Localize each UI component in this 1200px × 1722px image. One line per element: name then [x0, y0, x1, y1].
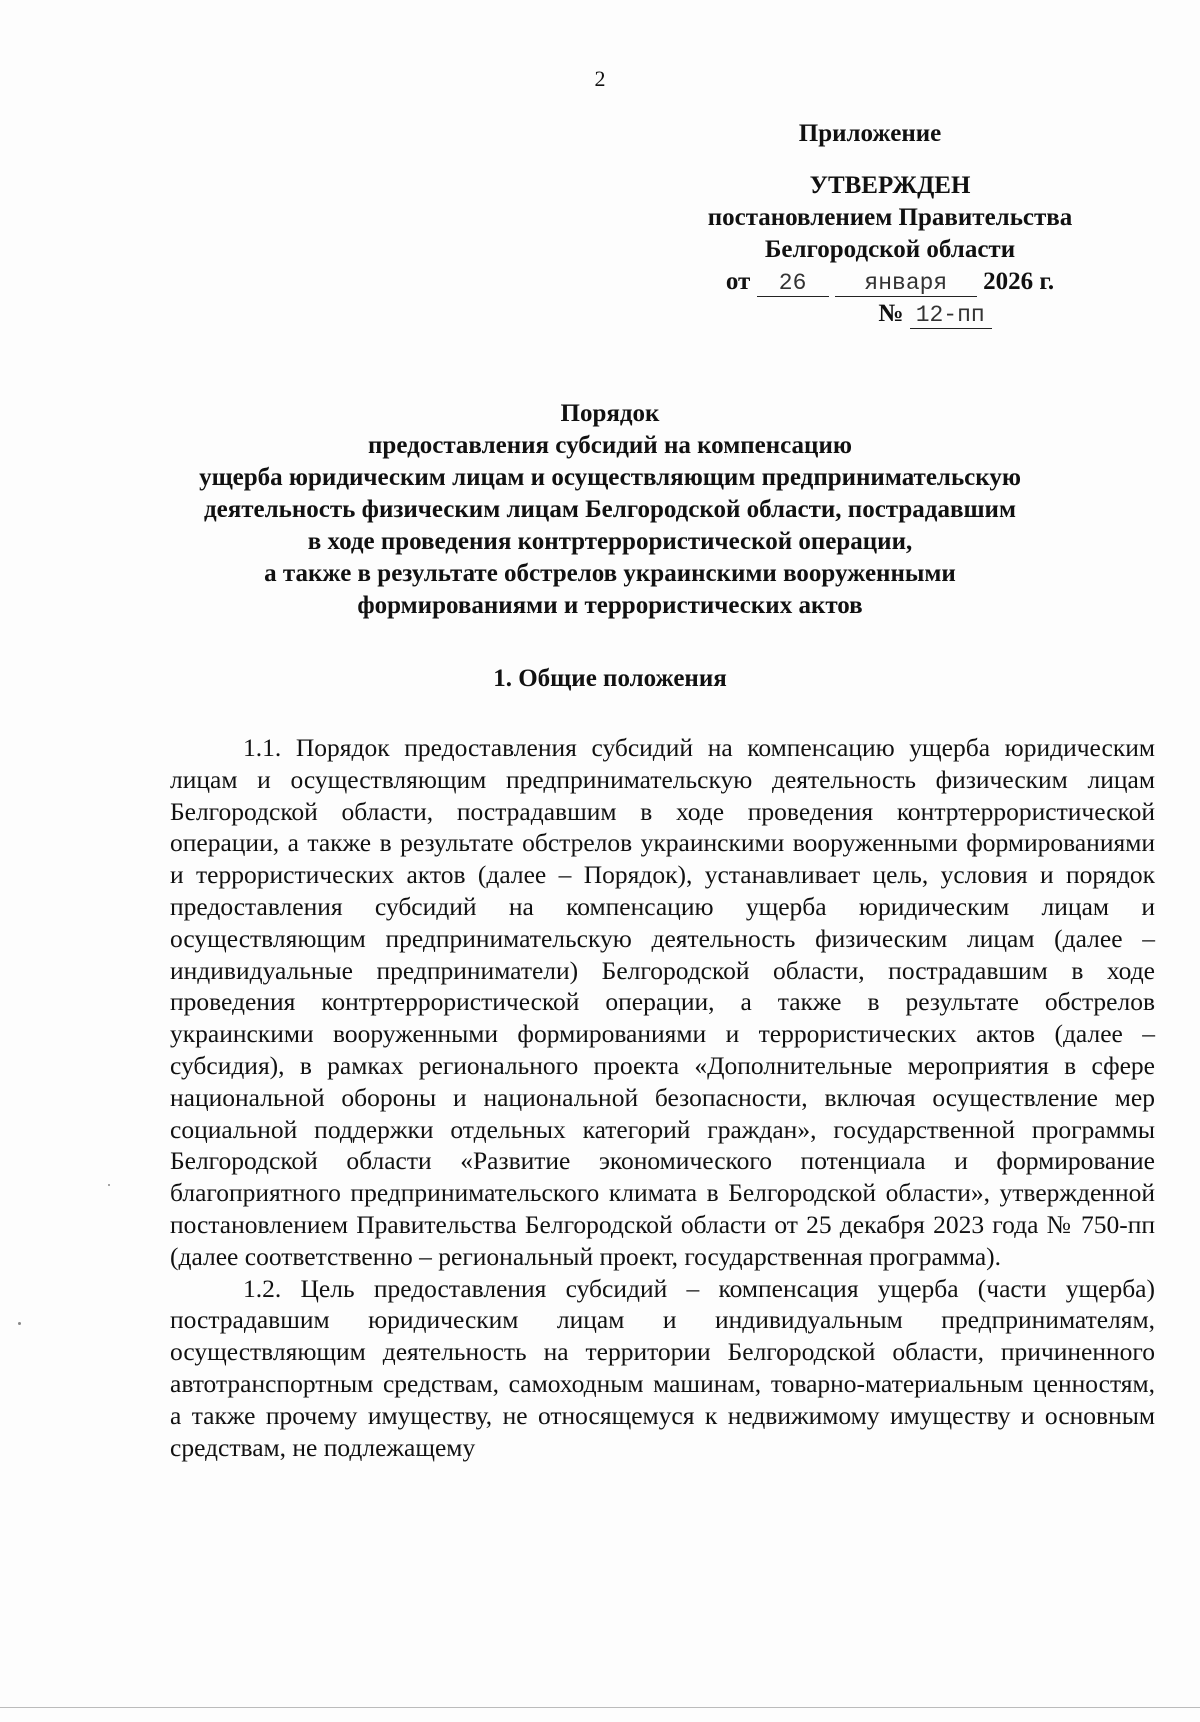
title-line: предоставления субсидий на компенсацию: [368, 432, 852, 459]
body-text: [170, 732, 1155, 1463]
approval-date-line: [640, 266, 1140, 298]
appendix-label: Приложение: [798, 120, 942, 147]
resolution-number: 12-пп: [910, 302, 992, 329]
scan-speck: [108, 1184, 110, 1186]
title-line: Порядок: [560, 400, 660, 427]
approval-number-line: [640, 298, 1140, 330]
number-prefix: №: [878, 300, 904, 327]
title-line: ущерба юридическим лицам и осуществляющим предпринимательскую: [199, 464, 1021, 491]
date-month: января: [835, 270, 977, 297]
date-year: 2026 г.: [983, 268, 1055, 295]
paragraph: 1.2. Цель предоставления субсидий – компенсация ущерба (части ущерба) пострадавшим юридическим лицам и индивидуальным предпринимателям, осуществляющим деятельность на территории Белгородской области, причиненного автотранспортным средствам, самоходным машинам, товарно-материальным ценностям, а также прочему имуществу, не относящемуся к недвижимому имуществу и основным средствам, не подлежащему: [170, 1273, 1155, 1462]
approved-label: УТВЕРЖДЕН: [809, 172, 971, 199]
document-title: [140, 398, 1080, 622]
approval-block: [640, 118, 1140, 330]
scan-edge-line: [0, 1707, 1200, 1708]
approved-by-line-2: Белгородской области: [764, 236, 1016, 263]
date-day: 26: [757, 270, 829, 297]
approved-by-line-1: постановлением Правительства: [707, 204, 1073, 231]
paragraph: 1.1. Порядок предоставления субсидий на компенсацию ущерба юридическим лицам и осуществляющим предпринимательскую деятельность физическим лицам Белгородской области, пострадавшим в ходе проведения контртеррористической операции, а также в результате обстрелов украинскими вооруженными формированиями и террористических актов (далее – Порядок), устанавливает цель, условия и порядок предоставления субсидий на компенсацию ущерба юридическим лицам и осуществляющим предпринимательскую деятельность физическим лицам (далее – индивидуальные предприниматели) Белгородской области, пострадавшим в ходе проведения контртеррористической операции, а также в результате обстрелов украинскими вооруженными формированиями и террористических актов (далее – субсидия), в рамках регионального проекта «Дополнительные мероприятия в сфере национальной обороны и национальной безопасности, включая осуществление мер социальной поддержки отдельных категорий граждан», государственной программы Белгородской области «Развитие экономического потенциала и формирование благоприятного предпринимательского климата в Белгородской области», утвержденной постановлением Правительства Белгородской области от 25 декабря 2023 года № 750-пп (далее соответственно – региональный проект, государственная программа).: [170, 733, 1155, 1271]
title-line: а также в результате обстрелов украинскими вооруженными: [264, 560, 956, 587]
scan-speck: [18, 1322, 21, 1325]
title-line: формированиями и террористических актов: [357, 592, 863, 619]
page-number: 2: [594, 66, 606, 91]
title-line: в ходе проведения контртеррористической операции,: [307, 528, 913, 555]
date-prefix: от: [725, 268, 751, 295]
section-title: 1. Общие положения: [493, 665, 727, 692]
title-line: деятельность физическим лицам Белгородской области, пострадавшим: [204, 496, 1016, 523]
